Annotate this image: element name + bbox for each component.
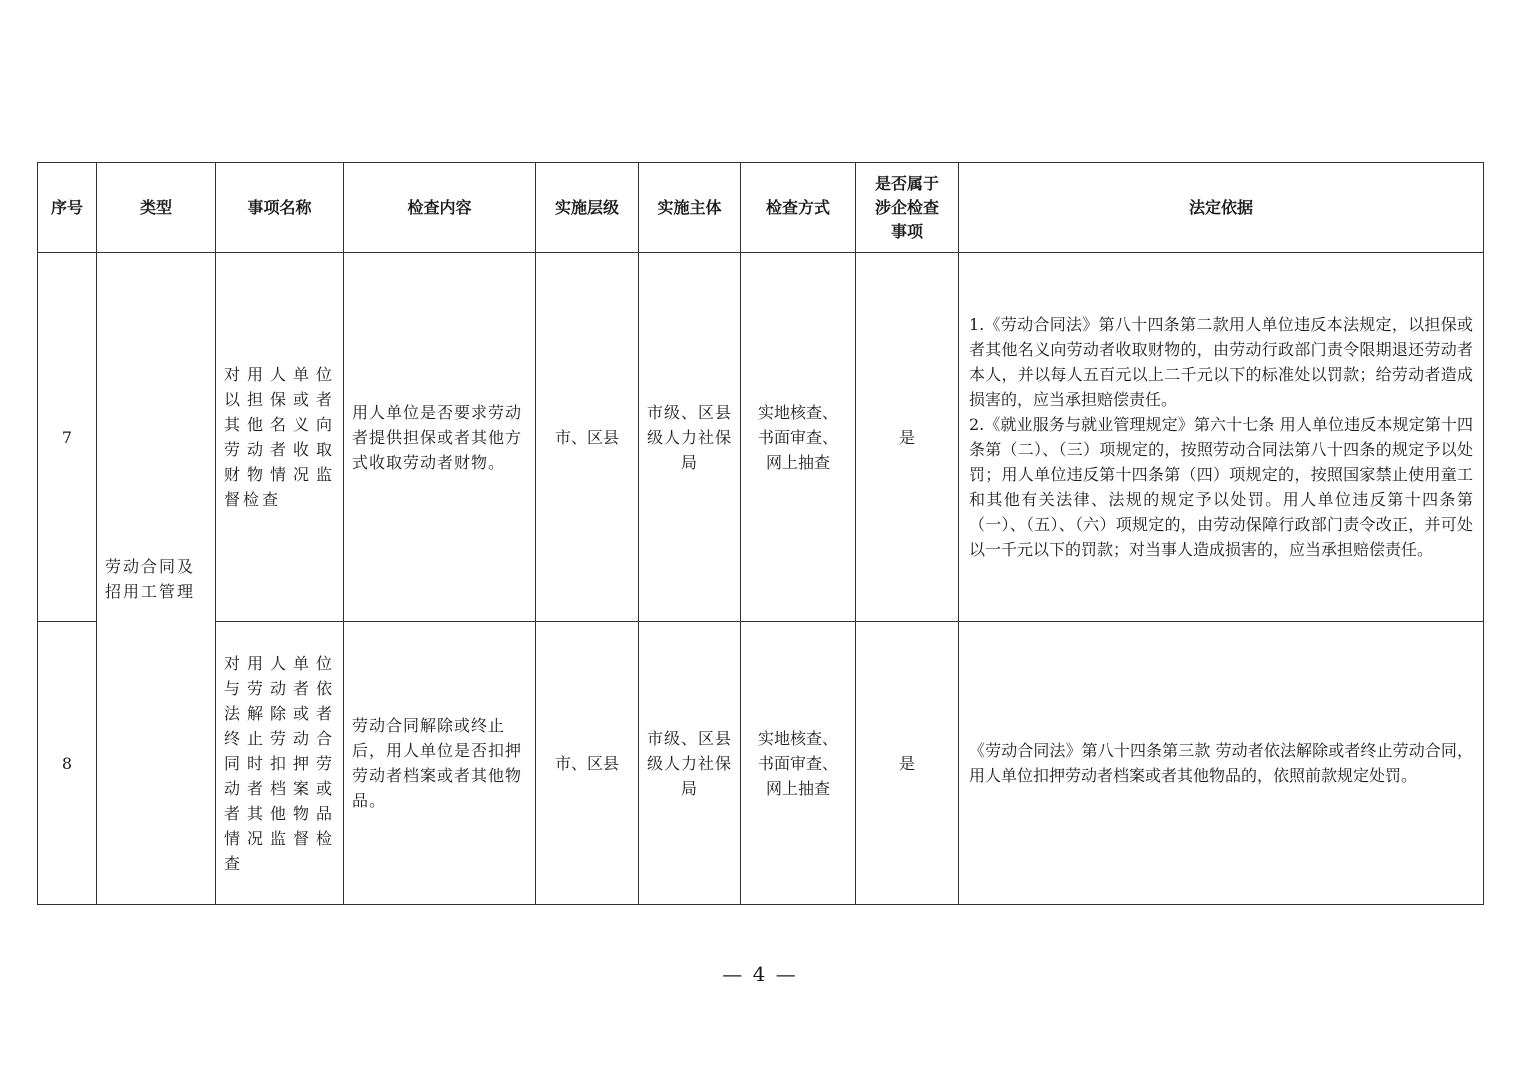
type-cell [97,253,216,905]
row7-subject: 市级、区县级人力社保局 [639,253,741,622]
row7-method-line3: 网上抽查 [765,452,830,472]
header-level: 实施层级 [536,163,639,253]
header-content: 检查内容 [344,163,536,253]
row7-basis [959,253,1484,622]
header-enterprise [856,163,959,253]
header-enterprise-line1: 是否属于 [874,173,939,193]
row8-method-line3: 网上抽查 [765,778,830,798]
row7-method-line1: 实地核查、 [757,402,838,422]
header-row [38,163,1484,253]
row7-basis-para1: 1.《劳动合同法》第八十四条第二款用人单位违反本法规定，以担保或者其他名义向劳动者收取财物的，由劳动行政部门责令限期退还劳动者本人，并以每人五百元以上二千元以下的标准处以罚款；给劳动者造成损害的，应当承担赔偿责任。 [969,315,1473,409]
header-method: 检查方式 [741,163,856,253]
row8-seq: 8 [38,622,97,905]
header-item-name: 事项名称 [216,163,344,253]
table-row [38,622,1484,905]
header-type: 类型 [97,163,216,253]
row7-seq: 7 [38,253,97,622]
row8-method [741,622,856,905]
row7-level: 市、区县 [536,253,639,622]
row8-method-line1: 实地核查、 [757,728,838,748]
row7-basis-para2: 2.《就业服务与就业管理规定》第六十七条 用人单位违反本规定第十四条第（二）、（三）项规定的，按照劳动合同法第八十四条的规定予以处罚；用人单位违反第十四条第（四）项规定的，按照国家禁止使用童工和其他有关法律、法规的规定予以处罚。用人单位违反第十四条第（一）、（五）、（六）项规定的，由劳动保障行政部门责令改正，并可处以一千元以下的罚款；对当事人造成损害的，应当承担赔偿责任。 [969,415,1473,559]
row8-subject: 市级、区县级人力社保局 [639,622,741,905]
header-enterprise-line3: 事项 [890,221,923,241]
table-row [38,253,1484,622]
header-enterprise-line2: 涉企检查 [874,197,939,217]
type-label: 劳动合同及招用工管理 [105,556,196,601]
row7-content: 用人单位是否要求劳动者提供担保或者其他方式收取劳动者财物。 [344,253,536,622]
row7-enterprise: 是 [856,253,959,622]
row8-content: 劳动合同解除或终止后，用人单位是否扣押劳动者档案或者其他物品。 [344,622,536,905]
row7-item-name: 对用人单位以担保或者其他名义向劳动者收取财物情况监督检查 [216,253,344,622]
header-basis: 法定依据 [959,163,1484,253]
row8-basis-para1: 《劳动合同法》第八十四条第三款 劳动者依法解除或者终止劳动合同，用人单位扣押劳动者档案或者其他物品的，依照前款规定处罚。 [969,741,1473,785]
header-subject: 实施主体 [639,163,741,253]
row7-method-line2: 书面审查、 [757,427,838,447]
row8-method-line2: 书面审查、 [757,753,838,773]
row7-method [741,253,856,622]
row8-item-name: 对用人单位与劳动者依法解除或者终止劳动合同时扣押劳动者档案或者其他物品情况监督检查 [216,622,344,905]
row8-basis [959,622,1484,905]
inspection-items-table [37,162,1484,905]
page-number: — 4 — [722,962,798,986]
row8-level: 市、区县 [536,622,639,905]
header-seq: 序号 [38,163,97,253]
row8-enterprise: 是 [856,622,959,905]
